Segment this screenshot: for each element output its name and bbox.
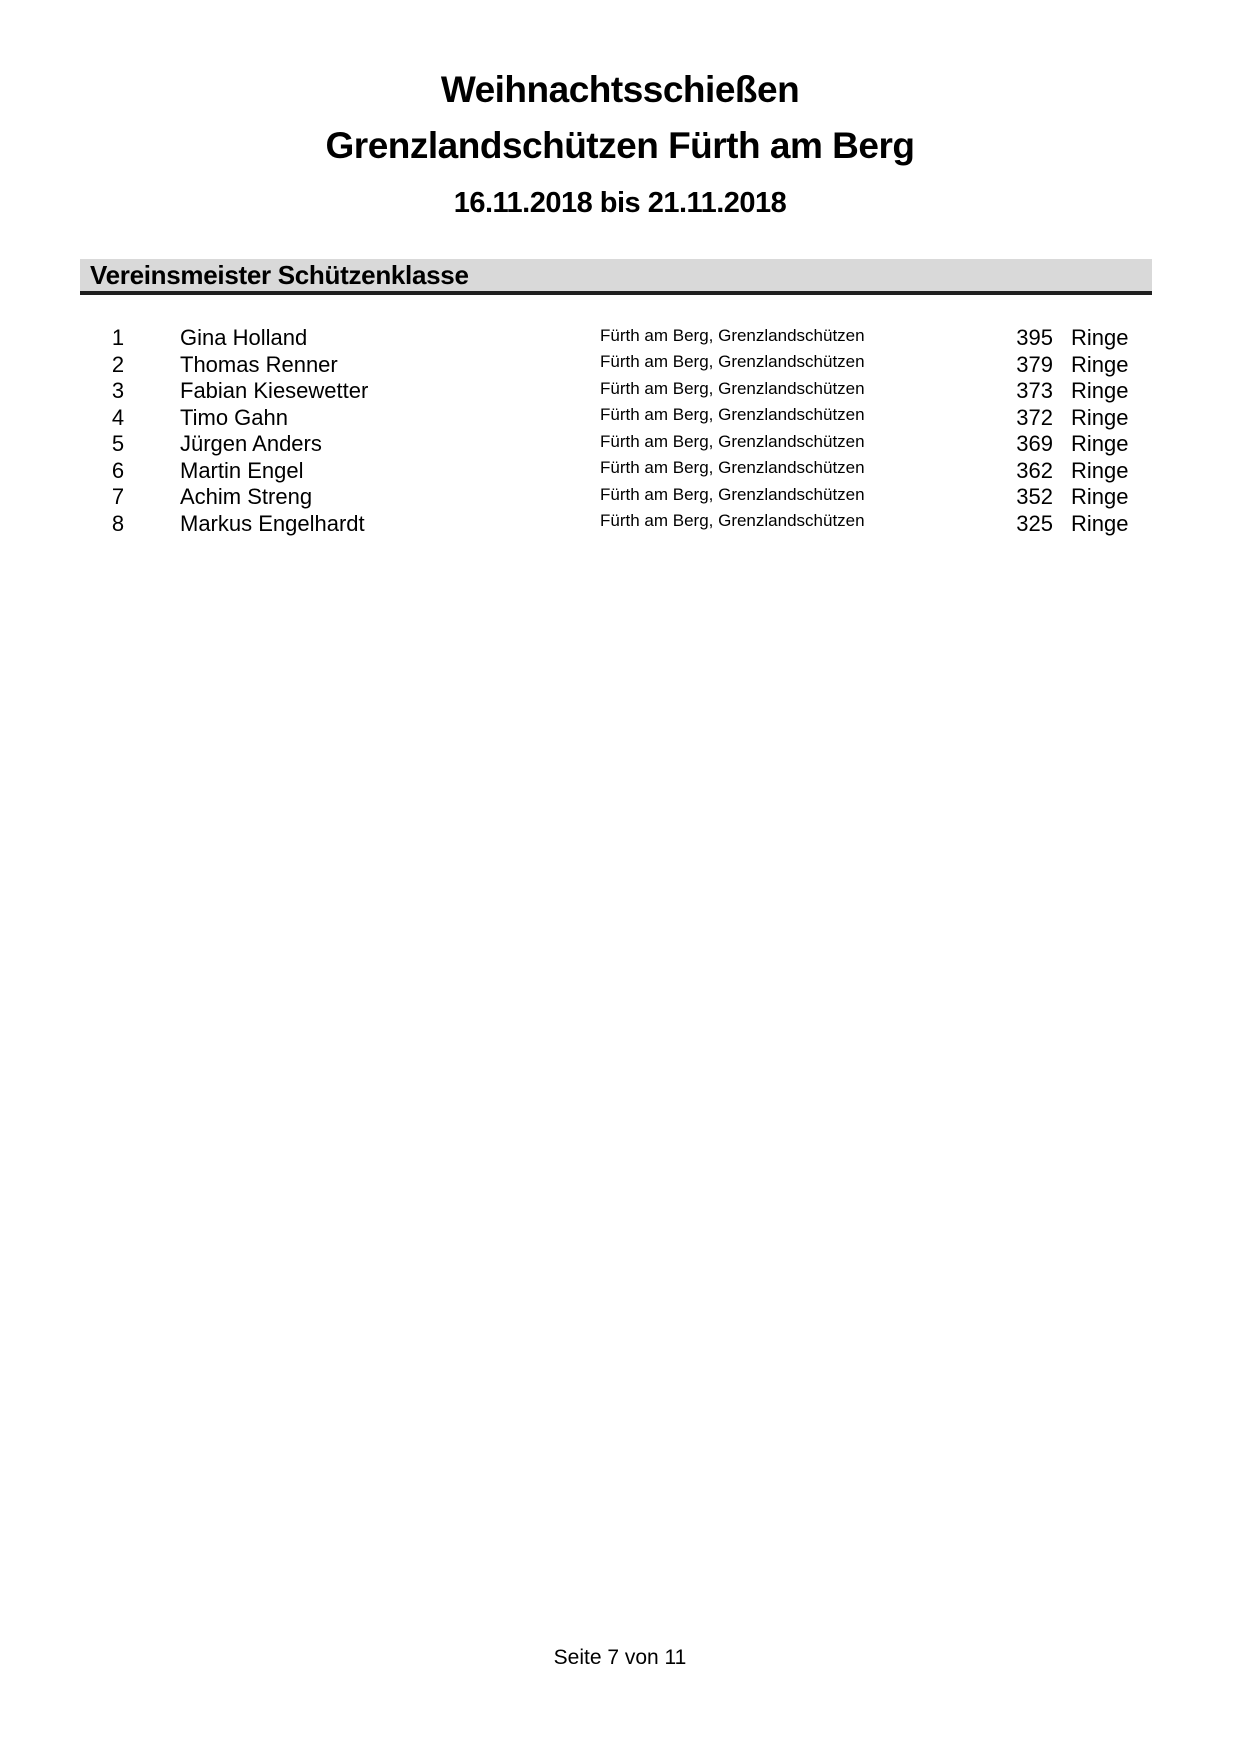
rank-cell: 4 <box>111 404 125 430</box>
results-table <box>80 325 1150 537</box>
event-title: Weihnachtsschießen <box>440 69 800 110</box>
shooter-name: Thomas Renner <box>180 351 338 377</box>
score-value: 373 <box>1016 378 1053 404</box>
shooter-name: Timo Gahn <box>180 404 289 430</box>
club-name: Fürth am Berg, Grenzlandschützen <box>600 378 865 398</box>
table-row <box>80 325 1150 352</box>
score-unit: Ringe <box>1071 404 1129 430</box>
table-row <box>80 352 1150 379</box>
club-name: Fürth am Berg, Grenzlandschützen <box>600 405 865 425</box>
shooter-name: Jürgen Anders <box>180 431 322 457</box>
shooter-name: Martin Engel <box>180 457 304 483</box>
rank-cell: 8 <box>111 510 125 536</box>
score-value: 395 <box>1016 325 1053 351</box>
club-name: Fürth am Berg, Grenzlandschützen <box>600 511 865 531</box>
score-value: 372 <box>1016 404 1053 430</box>
rank-cell: 5 <box>111 431 125 457</box>
score-unit: Ringe <box>1071 378 1129 404</box>
score-unit: Ringe <box>1071 431 1129 457</box>
shooter-name: Gina Holland <box>180 325 308 351</box>
club-name: Fürth am Berg, Grenzlandschützen <box>600 431 865 451</box>
shooter-name: Achim Streng <box>180 484 313 510</box>
shooter-name: Markus Engelhardt <box>180 510 365 536</box>
score-unit: Ringe <box>1071 484 1129 510</box>
rank-cell: 1 <box>111 325 125 351</box>
club-name: Fürth am Berg, Grenzlandschützen <box>600 325 865 345</box>
table-row <box>80 484 1150 511</box>
score-value: 352 <box>1016 484 1053 510</box>
rank-cell: 2 <box>111 351 125 377</box>
date-range: 16.11.2018 bis 21.11.2018 <box>453 187 787 219</box>
score-unit: Ringe <box>1071 510 1129 536</box>
section-header-band <box>80 259 1152 295</box>
score-value: 362 <box>1016 457 1053 483</box>
page-footer: Seite 7 von 11 <box>553 1646 687 1669</box>
table-row <box>80 405 1150 432</box>
score-unit: Ringe <box>1071 457 1129 483</box>
club-name: Fürth am Berg, Grenzlandschützen <box>600 458 865 478</box>
rank-cell: 6 <box>111 457 125 483</box>
shooter-name: Fabian Kiesewetter <box>180 378 369 404</box>
score-value: 325 <box>1016 510 1053 536</box>
table-row <box>80 378 1150 405</box>
score-unit: Ringe <box>1071 325 1129 351</box>
club-title: Grenzlandschützen Fürth am Berg <box>325 125 915 166</box>
rank-cell: 3 <box>111 378 125 404</box>
club-name: Fürth am Berg, Grenzlandschützen <box>600 352 865 372</box>
table-row <box>80 458 1150 485</box>
club-name: Fürth am Berg, Grenzlandschützen <box>600 484 865 504</box>
rank-cell: 7 <box>111 484 125 510</box>
score-value: 379 <box>1016 351 1053 377</box>
section-header-label: Vereinsmeister Schützenklasse <box>90 259 469 290</box>
score-unit: Ringe <box>1071 351 1129 377</box>
table-row <box>80 431 1150 458</box>
table-row <box>80 511 1150 538</box>
score-value: 369 <box>1016 431 1053 457</box>
